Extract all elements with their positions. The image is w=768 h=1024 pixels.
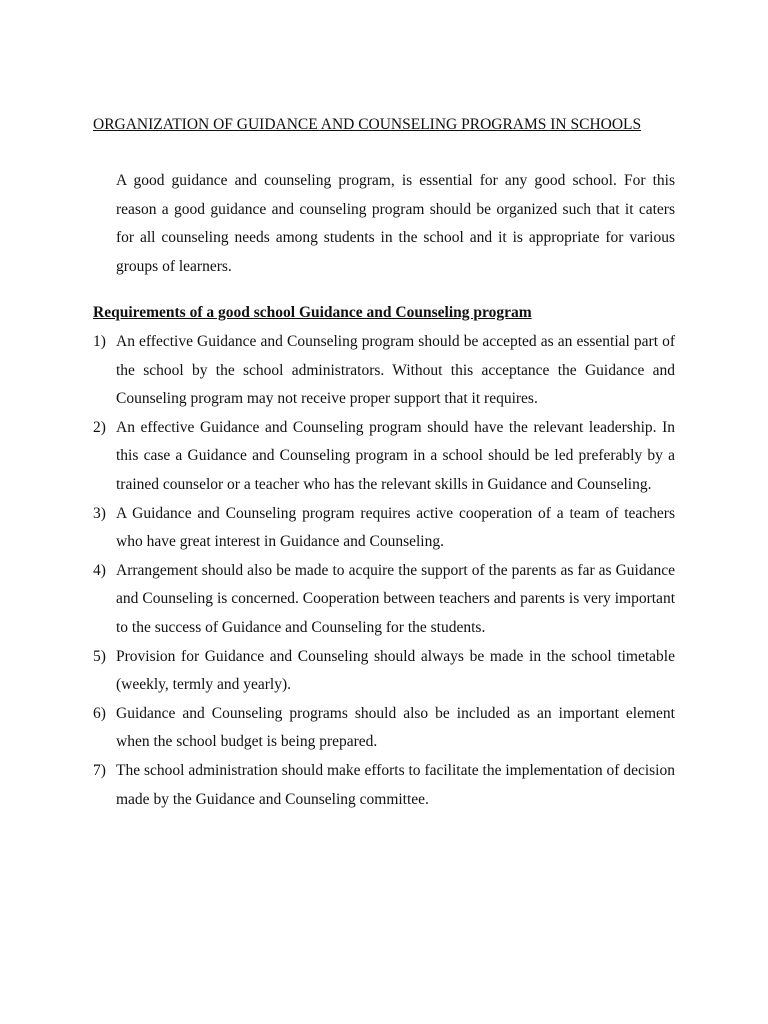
list-item-text: An effective Guidance and Counseling program should be accepted as an essential part of the school by the school administrators. Without this acceptance the Guidance and Counseling program may not receive proper support that it requires. [116, 333, 675, 408]
list-item-text: An effective Guidance and Counseling program should have the relevant leadership. In this case a Guidance and Counseling program in a school should be led preferably by a trained counselor or a teacher who has the relevant skills in Guidance and Counseling. [116, 418, 675, 493]
list-item [93, 500, 675, 557]
intro-paragraph: A good guidance and counseling program, is essential for any good school. For this reason a good guidance and counseling program should be organized such that it caters for all counseling needs among students in the school and it is appropriate for various groups of learners. [116, 172, 675, 275]
list-item [93, 700, 675, 757]
list-item-number: 6) [93, 704, 106, 722]
document-title: ORGANIZATION OF GUIDANCE AND COUNSELING PROGRAMS IN SCHOOLS [93, 116, 642, 133]
list-item-number: 3) [93, 504, 106, 522]
list-item-text: The school administration should make efforts to facilitate the implementation of decision made by the Guidance and Counseling committee. [116, 761, 675, 808]
list-item-number: 2) [93, 418, 106, 436]
list-item-text: Guidance and Counseling programs should also be included as an important element when the school budget is being prepared. [116, 704, 675, 751]
list-item-number: 4) [93, 561, 106, 579]
list-item-text: A Guidance and Counseling program requires active cooperation of a team of teachers who have great interest in Guidance and Counseling. [116, 504, 675, 551]
list-item-number: 1) [93, 333, 106, 350]
requirements-list [93, 328, 675, 814]
list-item-text: Arrangement should also be made to acquire the support of the parents as far as Guidance and Counseling is concerned. Cooperation between teachers and parents is very important to the success of Guidance and Counseling for the students. [116, 561, 675, 636]
list-item [93, 757, 675, 814]
list-item [93, 328, 675, 414]
requirements-heading: Requirements of a good school Guidance and Counseling program [93, 304, 532, 321]
list-item [93, 557, 675, 643]
list-item [93, 643, 675, 700]
list-item [93, 414, 675, 500]
list-item-number: 7) [93, 761, 106, 779]
list-item-text: Provision for Guidance and Counseling should always be made in the school timetable (weekly, termly and yearly). [116, 647, 675, 694]
list-item-number: 5) [93, 647, 106, 665]
